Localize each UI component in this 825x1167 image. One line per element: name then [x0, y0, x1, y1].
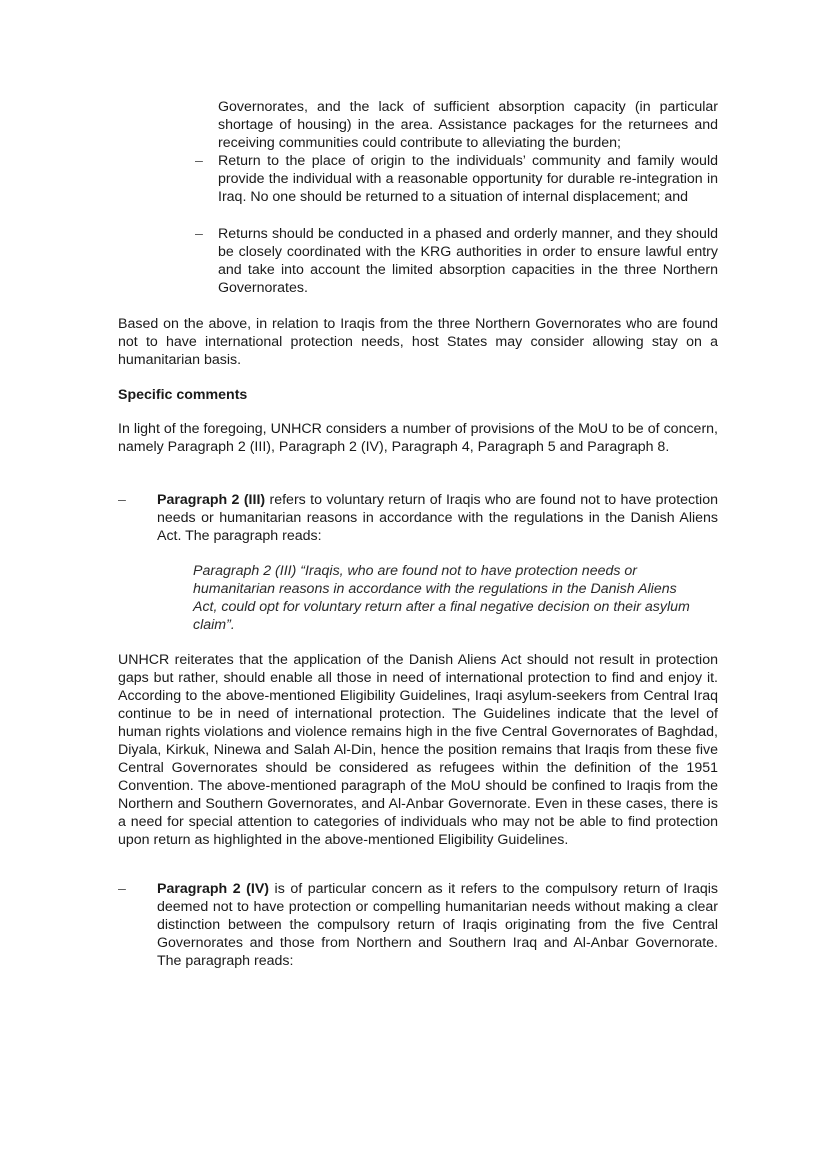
quote-paragraph-2-iii: Paragraph 2 (III) “Iraqis, who are found not to have protection needs or humanitarian reasons in accordance with the regulations in the Danish Aliens Act, could opt for voluntary return after a final negative decision on their asylum claim”.: [193, 563, 690, 633]
item-lead: Paragraph 2 (IV): [157, 881, 270, 897]
item-paragraph-2-iv: [157, 880, 718, 970]
bullet-marker: –: [195, 226, 203, 242]
paragraph-in-light: In light of the foregoing, UNHCR considers a number of provisions of the MoU to be of concern, namely Paragraph 2 (III), Paragraph 2 (IV), Paragraph 4, Paragraph 5 and Paragraph 8.: [118, 421, 718, 455]
item-paragraph-2-iii: [157, 491, 718, 545]
heading-specific-comments: Specific comments: [118, 387, 248, 403]
bullet-marker: –: [118, 492, 126, 508]
paragraph-unhcr-reiterates: UNHCR reiterates that the application of the Danish Aliens Act should not result in protection gaps but rather, should enable all those in need of international protection to find and enjoy it. According to the above-mentioned Eligibility Guidelines, Iraqi asylum-seekers from Central Iraq continue to be in need of international protection. The Guidelines indicate that the level of human rights violations and violence remains high in the five Central Governorates of Baghdad, Diyala, Kirkuk, Ninewa and Salah Al-Din, hence the position remains that Iraqis from these five Central Governorates should be considered as refugees within the definition of the 1951 Convention. The above-mentioned paragraph of the MoU should be confined to Iraqis from the Northern and Southern Governorates, and Al-Anbar Governorate. Even in these cases, there is a need for special attention to categories of individuals who may not be able to find protection upon return as highlighted in the above-mentioned Eligibility Guidelines.: [118, 652, 718, 848]
item-lead: Paragraph 2 (III): [157, 492, 266, 508]
bullet-marker: –: [195, 153, 203, 169]
continuation-paragraph: Governorates, and the lack of sufficient absorption capacity (in particular shortage of housing) in the area. Assistance packages for the returnees and receiving communities could contribute to alleviating the burden;: [218, 99, 718, 151]
item-text: refers to voluntary return of Iraqis who are found not to have protection needs or humanitarian reasons in accordance with the regulations in the Danish Aliens Act. The paragraph reads:: [157, 492, 718, 544]
bullet-phased-returns: Returns should be conducted in a phased and orderly manner, and they should be closely coordinated with the KRG authorities in order to ensure lawful entry and take into account the limited absorption capacities in the three Northern Governorates.: [218, 226, 718, 296]
bullet-marker: –: [118, 881, 126, 897]
bullet-return-origin: Return to the place of origin to the individuals’ community and family would provide the individual with a reasonable opportunity for durable re-integration in Iraq. No one should be returned to a situation of internal displacement; and: [218, 153, 718, 205]
item-text: is of particular concern as it refers to the compulsory return of Iraqis deemed not to have protection or compelling humanitarian needs without making a clear distinction between the compulsory return of Iraqis originating from the five Central Governorates and those from Northern and Southern Iraq and Al-Anbar Governorate. The paragraph reads:: [157, 881, 718, 969]
paragraph-based-on-above: Based on the above, in relation to Iraqis from the three Northern Governorates who are found not to have international protection needs, host States may consider allowing stay on a humanitarian basis.: [118, 316, 718, 368]
